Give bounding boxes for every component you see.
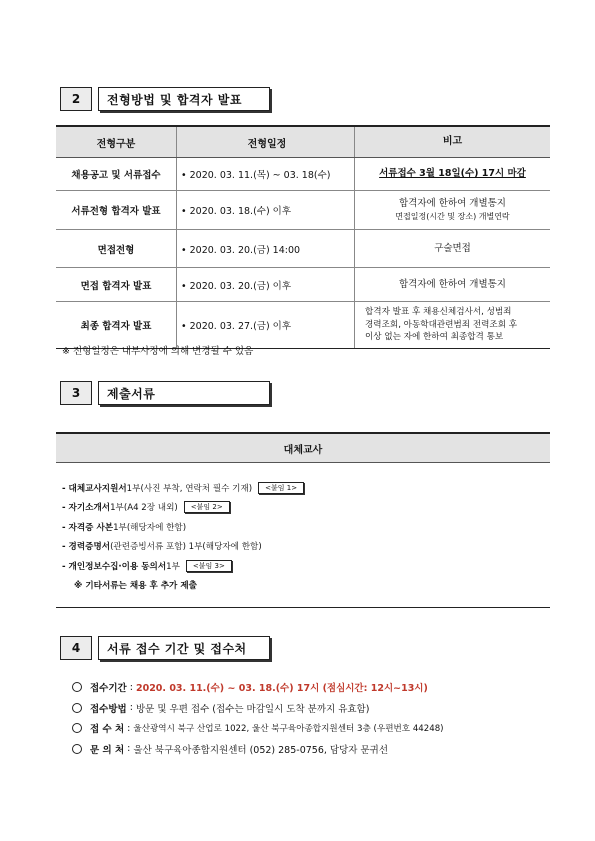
stage-cell: 채용공고 및 서류접수 [56, 158, 177, 191]
list-item [72, 698, 444, 719]
separator: : [124, 743, 134, 755]
list-item [62, 517, 304, 537]
stage-cell: 면접전형 [56, 230, 177, 268]
document-detail: (관련증빙서류 포함) 1부(해당자에 한함) [110, 542, 262, 553]
column-header: 전형일정 [177, 126, 355, 158]
circle-bullet-icon [72, 703, 82, 713]
column-header: 비고 [355, 126, 551, 158]
info-value: 2020. 03. 11.(수) ~ 03. 18.(수) 17시 (점심시간: 12시~13시) [135, 683, 428, 695]
document-name: - 자기소개서 [62, 503, 111, 514]
stage-cell: 서류전형 합격자 발표 [56, 191, 177, 230]
info-value: 방문 및 우편 접수 (접수는 마감일시 도착 분까지 유효함) [135, 703, 370, 715]
attachment-badge: <붙임 2> [184, 501, 230, 513]
table-row [56, 302, 550, 349]
note-line: 이상 없는 자에 한하여 최종합격 통보 [365, 332, 504, 343]
document-name: - 대체교사지원서 [62, 483, 127, 494]
section-4-heading [60, 636, 270, 660]
list-item [62, 498, 304, 518]
separator: : [124, 722, 134, 734]
documents-header: 대체교사 [56, 434, 550, 463]
note-cell [355, 191, 551, 230]
documents-list [62, 478, 304, 595]
stage-cell: 최종 합격자 발표 [56, 302, 177, 349]
date-cell: • 2020. 03. 20.(금) 이후 [177, 268, 355, 302]
list-item [62, 478, 304, 498]
section-number: 2 [60, 87, 92, 111]
section-2-heading [60, 87, 270, 111]
document-detail: 1부 [166, 561, 180, 572]
documents-box [56, 432, 550, 608]
note-line: 합격자 발표 후 채용신체검사서, 성범죄 [365, 307, 512, 318]
stage-cell: 면접 합격자 발표 [56, 268, 177, 302]
table-row [56, 230, 550, 268]
deadline-note: 서류접수 3월 18일(수) 17시 마감 [379, 168, 526, 180]
list-item [62, 556, 304, 576]
table-row [56, 268, 550, 302]
list-item [72, 739, 444, 760]
circle-bullet-icon [72, 744, 82, 754]
date-cell: • 2020. 03. 11.(목) ~ 03. 18(수) [177, 158, 355, 191]
info-label: 문 의 처 [90, 744, 125, 756]
note-line: 면접일정(시간 및 장소) 개별연락 [395, 212, 510, 222]
date-cell: • 2020. 03. 18.(수) 이후 [177, 191, 355, 230]
info-label: 접수기간 [90, 683, 127, 695]
section-title: 서류 접수 기간 및 접수처 [98, 636, 270, 660]
separator: : [126, 702, 136, 714]
extra-documents-note: ※ 기타서류는 채용 후 추가 제출 [74, 581, 197, 592]
attachment-badge: <붙임 3> [186, 560, 232, 572]
list-item [62, 537, 304, 557]
table-row [56, 158, 550, 191]
document-detail: 1부(A4 2장 내외) [110, 503, 178, 514]
document-name: - 개인정보수집·이용 동의서 [62, 561, 167, 572]
info-value: 울산광역시 북구 산업로 1022, 울산 북구육아종합지원센터 3층 (우편번호 44248) [133, 724, 444, 735]
note-cell [355, 158, 551, 191]
note-cell: 합격자에 한하여 개별통지 [355, 268, 551, 302]
separator: : [126, 681, 136, 693]
section-number: 3 [60, 381, 92, 405]
column-header: 전형구분 [56, 126, 177, 158]
table-row [56, 191, 550, 230]
document-name: - 경력증명서 [62, 542, 111, 553]
note-line: 경력조회, 아동학대관련범죄 전력조회 후 [365, 319, 518, 330]
list-item [72, 718, 444, 739]
section-title: 제출서류 [98, 381, 270, 405]
attachment-badge: <붙임 1> [258, 482, 304, 494]
section-title: 전형방법 및 합격자 발표 [98, 87, 270, 111]
document-detail: 1부(해당자에 한함) [113, 522, 187, 533]
note-cell [355, 302, 551, 349]
list-item [72, 677, 444, 698]
info-label: 접 수 처 [90, 724, 125, 736]
document-name: - 자격증 사본 [62, 522, 114, 533]
info-value: 울산 북구육아종합지원센터 (052) 285-0756, 담당자 문귀선 [133, 744, 388, 756]
section-number: 4 [60, 636, 92, 660]
date-cell: • 2020. 03. 27.(금) 이후 [177, 302, 355, 349]
reception-info [72, 677, 444, 759]
schedule-table [56, 125, 550, 349]
circle-bullet-icon [72, 682, 82, 692]
section-3-heading [60, 381, 270, 405]
table-header-row [56, 126, 550, 158]
document-detail: 1부(사진 부착, 연락처 필수 기재) [126, 483, 253, 494]
circle-bullet-icon [72, 723, 82, 733]
note-cell: 구술면접 [355, 230, 551, 268]
schedule-footnote: ※ 전형일정은 내부사정에 의해 변경될 수 있음 [62, 346, 254, 357]
info-label: 접수방법 [90, 703, 127, 715]
date-cell: • 2020. 03. 20.(금) 14:00 [177, 230, 355, 268]
note-line: 합격자에 한하여 개별통지 [399, 198, 506, 210]
